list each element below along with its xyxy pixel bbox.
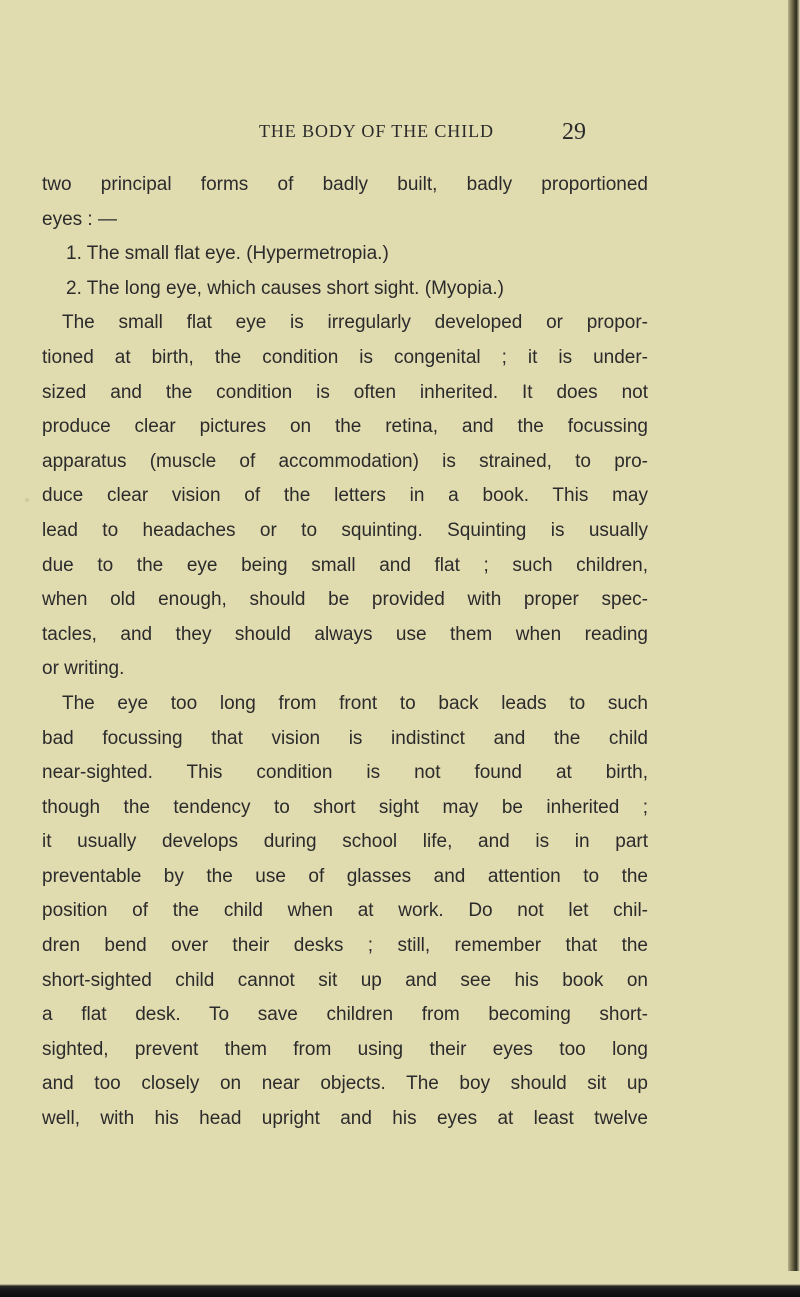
page-edge-right [788,0,800,1297]
text-line: it usually develops during school life, and is in part [42,831,648,853]
text-line: lead to headaches or to squinting. Squinting is usually [42,519,648,541]
text-line: near-sighted. This condition is not found at birth, [42,762,648,784]
paragraph-first-line: The eye too long from front to back leads to such [62,692,648,714]
page-number: 29 [562,119,586,145]
page-edge-bottom [0,1271,800,1297]
text-line: a flat desk. To save children from becoming short- [42,1004,648,1026]
text-line: dren bend over their desks ; still, remember that the [42,935,648,957]
text-line: bad focussing that vision is indistinct and the child [42,727,648,749]
text-line: tioned at birth, the condition is congenital ; it is under- [42,346,648,368]
text-line: though the tendency to short sight may be inherited ; [42,796,648,818]
text-line: position of the child when at work. Do not let chil- [42,900,648,922]
list-item: 2. The long eye, which causes short sight. (Myopia.) [66,277,504,299]
body-text [42,168,648,1137]
text-line: well, with his head upright and his eyes at least twelve [42,1108,648,1130]
list-item: 1. The small flat eye. (Hypermetropia.) [66,243,389,265]
text-line: tacles, and they should always use them when reading [42,623,648,645]
text-line: short-sighted child cannot sit up and see his book on [42,969,648,991]
text-line: or writing. [42,658,125,680]
text-line: when old enough, should be provided with proper spec- [42,589,648,611]
text-line: and too closely on near objects. The boy should sit up [42,1073,648,1095]
text-line: due to the eye being small and flat ; such children, [42,554,648,576]
margin-mark [25,498,29,502]
text-line: two principal forms of badly built, badly proportioned [42,174,648,195]
paragraph-first-line: The small flat eye is irregularly developed or propor- [62,312,648,334]
text-line: duce clear vision of the letters in a book. This may [42,485,648,507]
text-line: apparatus (muscle of accommodation) is strained, to pro- [42,450,648,472]
running-head [0,121,800,151]
text-line: preventable by the use of glasses and attention to the [42,865,648,887]
running-title: THE BODY OF THE CHILD [259,121,494,141]
text-line: sized and the condition is often inherited. It does not [42,381,648,403]
text-line: eyes : — [42,208,117,230]
text-line: sighted, prevent them from using their eyes too long [42,1038,648,1060]
text-line: produce clear pictures on the retina, and the focussing [42,416,648,438]
